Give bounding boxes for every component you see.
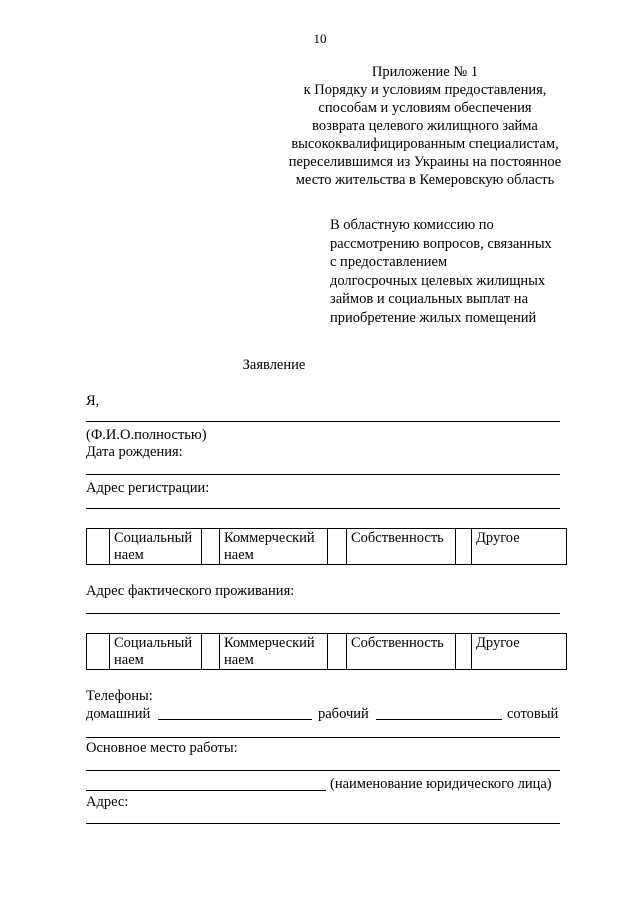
address-label: Адрес: <box>86 794 129 810</box>
option-social-rent: Социальный наем <box>110 634 202 670</box>
actual-address-label: Адрес фактического проживания: <box>86 583 295 599</box>
workplace-label: Основное место работы: <box>86 740 238 756</box>
address-input-line[interactable] <box>86 823 560 824</box>
page-number: 10 <box>313 31 327 46</box>
addressee-block <box>330 216 552 327</box>
i-label: Я, <box>86 393 100 409</box>
reg-address-label: Адрес регистрации: <box>86 480 210 496</box>
appendix-line: к Порядку и условиям предоставления, <box>303 82 547 98</box>
reg-ownership-table <box>86 528 567 565</box>
option-commercial-rent: Коммерческий наем <box>220 634 328 670</box>
reg-address-input-line[interactable] <box>86 508 560 509</box>
work-phone-input-line[interactable] <box>376 719 502 720</box>
birth-date-input-line[interactable] <box>86 474 560 475</box>
checkbox-ownership[interactable] <box>328 529 347 565</box>
workplace-input-line[interactable] <box>86 770 560 771</box>
checkbox-social-rent[interactable] <box>87 529 110 565</box>
checkbox-other[interactable] <box>456 634 472 670</box>
appendix-line: место жительства в Кемеровскую область <box>295 172 555 188</box>
checkbox-ownership[interactable] <box>328 634 347 670</box>
legal-entity-hint: (наименование юридического лица) <box>330 776 552 792</box>
home-phone-input-line[interactable] <box>158 719 312 720</box>
option-other: Другое <box>472 529 567 565</box>
checkbox-social-rent[interactable] <box>87 634 110 670</box>
addressee-line: приобретение жилых помещений <box>330 309 537 326</box>
addressee-line: долгосрочных целевых жилищных <box>330 272 546 289</box>
fio-hint: (Ф.И.О.полностью) <box>86 427 207 443</box>
form-title: Заявление <box>242 357 306 373</box>
mobile-phone-label: сотовый <box>507 706 559 722</box>
mobile-phone-input-line[interactable] <box>86 737 560 738</box>
phones-label: Телефоны: <box>86 688 153 704</box>
addressee-line: с предоставлением <box>330 254 448 270</box>
option-ownership: Собственность <box>347 634 456 670</box>
checkbox-commercial-rent[interactable] <box>202 529 220 565</box>
appendix-line: способам и условиям обеспечения <box>318 100 532 116</box>
appendix-line: переселившимся из Украины на постоянное <box>288 154 562 170</box>
actual-ownership-table <box>86 633 567 670</box>
option-ownership: Собственность <box>347 529 456 565</box>
option-social-rent: Социальный наем <box>110 529 202 565</box>
appendix-line: высококвалифицированным специалистам, <box>291 136 559 152</box>
checkbox-commercial-rent[interactable] <box>202 634 220 670</box>
option-other: Другое <box>472 634 567 670</box>
birth-date-label: Дата рождения: <box>86 444 183 460</box>
fio-input-line[interactable] <box>86 421 560 422</box>
work-phone-label: рабочий <box>318 706 369 722</box>
checkbox-other[interactable] <box>456 529 472 565</box>
appendix-line: возврата целевого жилищного займа <box>312 118 538 134</box>
appendix-header <box>270 63 580 189</box>
actual-address-input-line[interactable] <box>86 613 560 614</box>
legal-entity-input-line[interactable] <box>86 790 326 791</box>
appendix-line: Приложение № 1 <box>371 64 479 80</box>
addressee-line: В областную комиссию по <box>330 217 494 233</box>
home-phone-label: домашний <box>86 706 151 722</box>
option-commercial-rent: Коммерческий наем <box>220 529 328 565</box>
addressee-line: рассмотрению вопросов, связанных <box>330 235 552 252</box>
addressee-line: займов и социальных выплат на <box>330 291 529 307</box>
